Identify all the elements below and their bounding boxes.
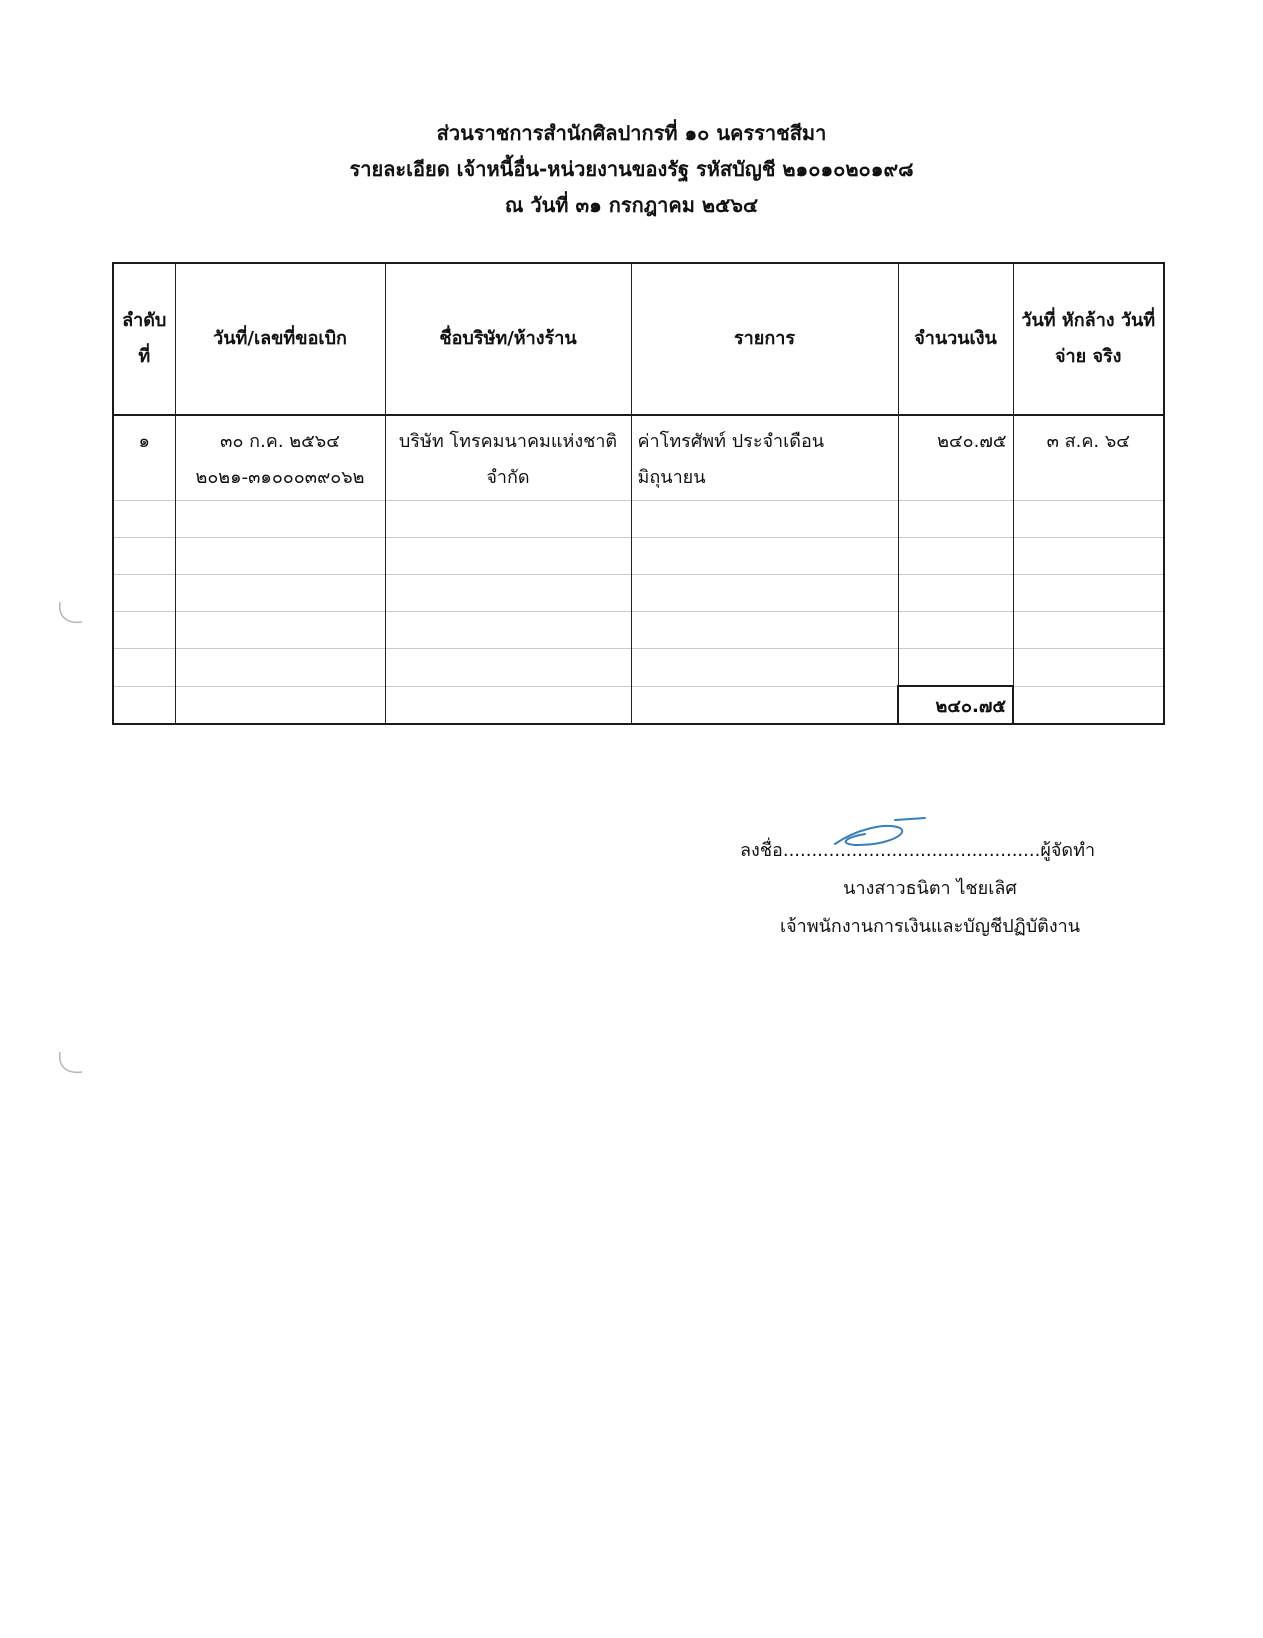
signer-name: นางสาวธนิตา ไชยเลิศ bbox=[843, 878, 1017, 899]
cell-amount: ๒๔๐.๗๕ bbox=[898, 415, 1013, 501]
table-row-empty bbox=[113, 575, 1164, 612]
cell-date: ๓๐ ก.ค. ๒๕๖๔ bbox=[220, 431, 340, 452]
creditor-table bbox=[112, 262, 1165, 725]
title-date: ณ วันที่ ๓๑ กรกฎาคม ๒๕๖๔ bbox=[504, 193, 759, 217]
cell-date-doc bbox=[175, 415, 385, 501]
col-header-date-doc: วันที่/เลขที่ขอเบิก bbox=[175, 263, 385, 415]
signature-block bbox=[720, 832, 1140, 946]
document-title bbox=[0, 115, 1263, 223]
punch-hole-mark bbox=[56, 598, 86, 628]
col-header-item: รายการ bbox=[631, 263, 898, 415]
col-header-company: ชื่อบริษัท/ห้างร้าน bbox=[385, 263, 631, 415]
cell-clear-date: ๓ ส.ค. ๖๔ bbox=[1013, 415, 1164, 501]
signer-position: เจ้าพนักงานการเงินและบัญชีปฏิบัติงาน bbox=[779, 916, 1081, 937]
table-row-empty bbox=[113, 649, 1164, 687]
cell-company-line2: จำกัด bbox=[486, 467, 530, 488]
table-row-empty bbox=[113, 501, 1164, 538]
handwritten-signature bbox=[825, 812, 935, 852]
table-row-empty bbox=[113, 612, 1164, 649]
total-amount: ๒๔๐.๗๕ bbox=[898, 686, 1013, 724]
title-agency: ส่วนราชการสำนักศิลปากรที่ ๑๐ นครราชสีมา bbox=[436, 121, 827, 145]
signature-line: ลงชื่อ.............................................ผู้จัดทำ bbox=[740, 840, 1096, 861]
table-row bbox=[113, 415, 1164, 501]
table-header-row bbox=[113, 263, 1164, 415]
title-account: รายละเอียด เจ้าหนี้อื่น-หน่วยงานของรัฐ รหัสบัญชี ๒๑๐๑๐๒๐๑๙๘ bbox=[349, 157, 914, 181]
cell-item: ค่าโทรศัพท์ ประจำเดือนมิถุนายน bbox=[631, 415, 898, 501]
cell-company-line1: บริษัท โทรคมนาคมแห่งชาติ bbox=[398, 431, 618, 452]
cell-doc-no: ๒๐๒๑-๓๑๐๐๐๓๙๐๖๒ bbox=[195, 467, 365, 488]
cell-company bbox=[385, 415, 631, 501]
col-header-amount: จำนวนเงิน bbox=[898, 263, 1013, 415]
punch-hole-mark bbox=[56, 1048, 86, 1078]
table-row-empty bbox=[113, 538, 1164, 575]
col-header-no: ลำดับ ที่ bbox=[113, 263, 175, 415]
col-header-clear-date: วันที่ หักล้าง วันที่จ่าย จริง bbox=[1013, 263, 1164, 415]
cell-no: ๑ bbox=[113, 415, 175, 501]
table-total-row bbox=[113, 686, 1164, 724]
